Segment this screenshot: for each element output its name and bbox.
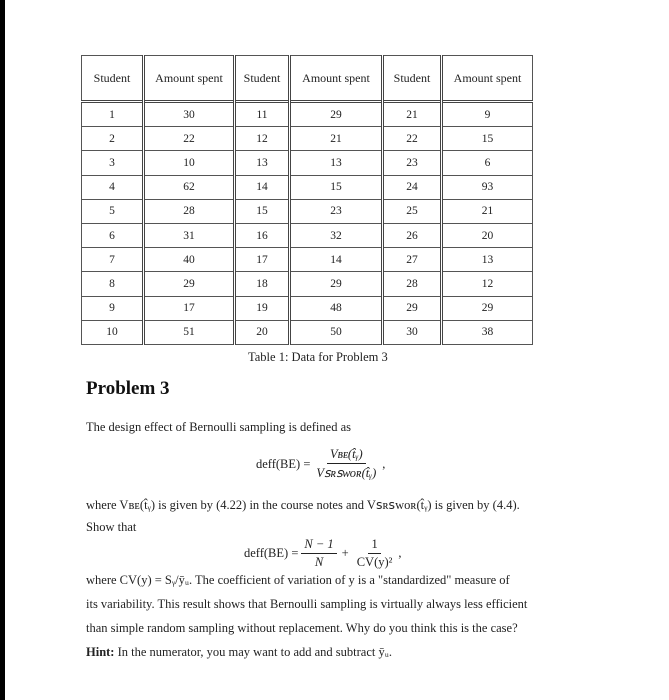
body-line-3: than simple random sampling without replacement. Why do you think this is the case? <box>86 621 518 635</box>
table-row <box>82 151 533 175</box>
formula-deff-definition <box>256 447 385 481</box>
table-cell: 93 <box>442 175 533 199</box>
header-amount-1: Amount spent <box>144 56 235 102</box>
intro-text: The design effect of Bernoulli sampling is defined as <box>86 420 351 434</box>
table-cell: 7 <box>82 248 144 272</box>
formula1-numerator: Vʙᴇ(t̂ᵧ) <box>327 447 366 464</box>
table-cell: 15 <box>290 175 383 199</box>
table-cell: 23 <box>383 151 442 175</box>
table-cell: 15 <box>442 127 533 151</box>
table-cell: 32 <box>290 223 383 247</box>
table-caption: Table 1: Data for Problem 3 <box>248 350 388 364</box>
table-cell: 38 <box>442 320 533 344</box>
hint-line <box>86 645 392 660</box>
formula2-frac1-denominator: N <box>314 555 324 569</box>
table-row <box>82 223 533 247</box>
formula2-fraction-1 <box>301 537 336 570</box>
table-cell: 22 <box>383 127 442 151</box>
table-cell: 14 <box>290 248 383 272</box>
table-cell: 17 <box>144 296 235 320</box>
table-cell: 28 <box>144 199 235 223</box>
header-amount-3: Amount spent <box>442 56 533 102</box>
hint-label: Hint: <box>86 645 115 659</box>
table-cell: 12 <box>442 272 533 296</box>
table-cell: 4 <box>82 175 144 199</box>
formula1-trail: , <box>382 456 386 471</box>
table-cell: 24 <box>383 175 442 199</box>
table-cell: 62 <box>144 175 235 199</box>
table-cell: 1 <box>82 102 144 127</box>
data-table <box>81 55 533 345</box>
table-cell: 31 <box>144 223 235 247</box>
table-cell: 15 <box>235 199 290 223</box>
show-that-text: Show that <box>86 520 137 534</box>
header-student-3: Student <box>383 56 442 102</box>
table-row <box>82 199 533 223</box>
table-cell: 2 <box>82 127 144 151</box>
table-cell: 20 <box>442 223 533 247</box>
table-row <box>82 248 533 272</box>
table-cell: 48 <box>290 296 383 320</box>
table-cell: 6 <box>442 151 533 175</box>
table-row <box>82 320 533 344</box>
table-cell: 22 <box>144 127 235 151</box>
table-cell: 21 <box>290 127 383 151</box>
table-cell: 30 <box>144 102 235 127</box>
table-cell: 3 <box>82 151 144 175</box>
table-row <box>82 102 533 127</box>
table-cell: 25 <box>383 199 442 223</box>
body-line-2: its variability. This result shows that Bernoulli sampling is virtually always less efficient <box>86 597 528 611</box>
table-cell: 6 <box>82 223 144 247</box>
table-cell: 16 <box>235 223 290 247</box>
table-row <box>82 272 533 296</box>
table-cell: 10 <box>144 151 235 175</box>
table-cell: 17 <box>235 248 290 272</box>
table-cell: 13 <box>235 151 290 175</box>
formula2-frac2-denominator: CV(y)² <box>356 555 393 569</box>
table-cell: 26 <box>383 223 442 247</box>
formula-deff-result <box>244 537 402 570</box>
table-cell: 13 <box>442 248 533 272</box>
header-student-1: Student <box>82 56 144 102</box>
table-cell: 27 <box>383 248 442 272</box>
formula2-trail: , <box>398 546 402 560</box>
table-cell: 5 <box>82 199 144 223</box>
formula2-plus: + <box>341 546 349 560</box>
table-cell: 29 <box>290 272 383 296</box>
table-cell: 28 <box>383 272 442 296</box>
formula2-frac1-numerator: N − 1 <box>301 537 336 554</box>
table-cell: 20 <box>235 320 290 344</box>
table-cell: 29 <box>290 102 383 127</box>
data-table-wrapper <box>81 55 533 345</box>
formula1-lhs: deff(BE) = <box>256 456 311 471</box>
table-header-row <box>82 56 533 102</box>
formula1-denominator: Vꜱʀꜱᴡᴏʀ(t̂ᵧ) <box>316 466 377 480</box>
table-cell: 40 <box>144 248 235 272</box>
table-cell: 18 <box>235 272 290 296</box>
table-cell: 21 <box>383 102 442 127</box>
table-cell: 13 <box>290 151 383 175</box>
table-cell: 14 <box>235 175 290 199</box>
table-cell: 21 <box>442 199 533 223</box>
header-student-2: Student <box>235 56 290 102</box>
table-cell: 30 <box>383 320 442 344</box>
body-line-1: where CV(y) = Sᵧ/ȳᵤ. The coefficient of variation of y is a "standardized" measure of <box>86 573 510 587</box>
table-cell: 12 <box>235 127 290 151</box>
table-cell: 29 <box>383 296 442 320</box>
problem-heading: Problem 3 <box>86 378 170 399</box>
table-cell: 9 <box>442 102 533 127</box>
table-cell: 50 <box>290 320 383 344</box>
table-cell: 10 <box>82 320 144 344</box>
table-row <box>82 175 533 199</box>
table-cell: 8 <box>82 272 144 296</box>
table-cell: 23 <box>290 199 383 223</box>
table-row <box>82 127 533 151</box>
table-row <box>82 296 533 320</box>
table-body <box>82 102 533 345</box>
table-cell: 9 <box>82 296 144 320</box>
table-cell: 51 <box>144 320 235 344</box>
table-cell: 29 <box>144 272 235 296</box>
table-cell: 29 <box>442 296 533 320</box>
formula2-lhs: deff(BE) = <box>244 546 299 560</box>
formula2-fraction-2 <box>354 537 396 570</box>
formula2-frac2-numerator: 1 <box>368 537 380 554</box>
table-cell: 11 <box>235 102 290 127</box>
hint-text: In the numerator, you may want to add and subtract ȳᵤ. <box>117 645 392 659</box>
header-amount-2: Amount spent <box>290 56 383 102</box>
table-cell: 19 <box>235 296 290 320</box>
formula1-fraction <box>313 447 379 481</box>
where-line: where Vʙᴇ(t̂ᵧ) is given by (4.22) in the course notes and Vꜱʀꜱᴡᴏʀ(t̂ᵧ) is given by (4.4). <box>86 498 520 512</box>
